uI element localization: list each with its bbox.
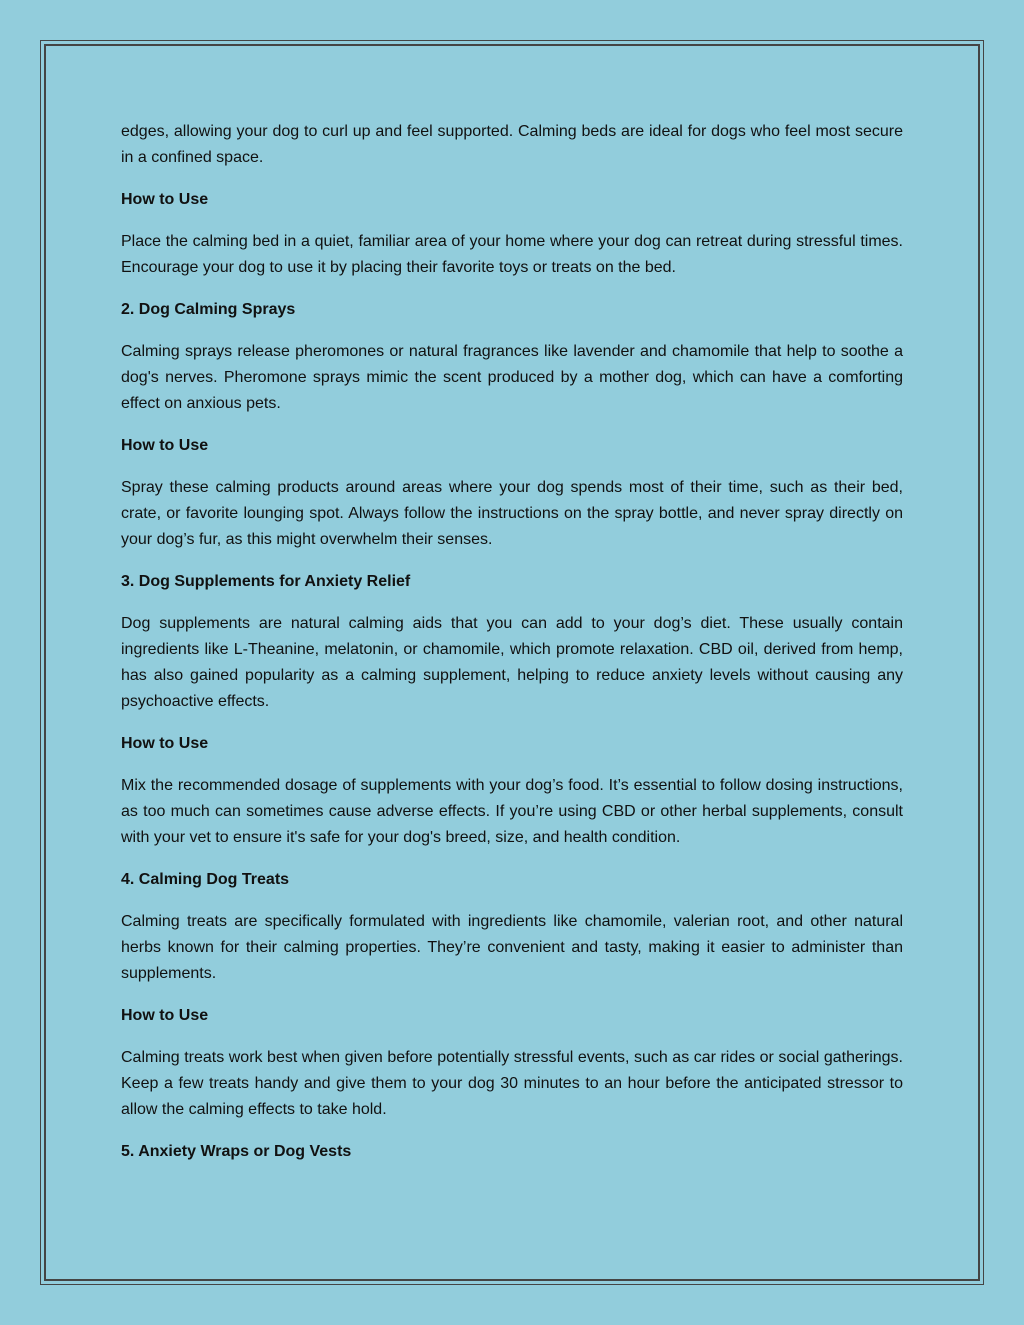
- paragraph-calming-sprays-usage: Spray these calming products around areas where your dog spends most of their time, such as their bed, crate, or favorite lounging spot. Always follow the instructions on the spray bottle, and never spray directly on your dog’s fur, as this might overwhelm their senses.: [121, 479, 903, 548]
- heading-supplements: 3. Dog Supplements for Anxiety Relief: [121, 573, 411, 590]
- paragraph-calming-sprays: Calming sprays release pheromones or natural fragrances like lavender and chamomile that help to soothe a dog's nerves. Pheromone sprays mimic the scent produced by a mother dog, which can have a comforting effect on anxious pets.: [121, 343, 903, 412]
- heading-how-to-use-supplements: How to Use: [121, 735, 209, 752]
- heading-calming-sprays: 2. Dog Calming Sprays: [121, 301, 296, 318]
- heading-how-to-use-bed: How to Use: [121, 191, 209, 208]
- heading-calming-treats: 4. Calming Dog Treats: [121, 871, 290, 888]
- paragraph-supplements-usage: Mix the recommended dosage of supplements with your dog’s food. It’s essential to follow dosing instructions, as too much can sometimes cause adverse effects. If you’re using CBD or other herbal supplements, consult with your vet to ensure it's safe for your dog's breed, size, and health condition.: [121, 777, 903, 846]
- paragraph-calming-bed-intro: edges, allowing your dog to curl up and feel supported. Calming beds are ideal for dogs who feel most secure in a confined space.: [121, 123, 903, 166]
- paragraph-calming-treats-usage: Calming treats work best when given before potentially stressful events, such as car rides or social gatherings. Keep a few treats handy and give them to your dog 30 minutes to an hour before the anticipated stressor to allow the calming effects to take hold.: [121, 1049, 903, 1118]
- paragraph-calming-treats: Calming treats are specifically formulated with ingredients like chamomile, valerian root, and other natural herbs known for their calming properties. They’re convenient and tasty, making it easier to administer than supplements.: [121, 913, 903, 982]
- heading-how-to-use-treats: How to Use: [121, 1007, 209, 1024]
- paragraph-calming-bed-usage: Place the calming bed in a quiet, familiar area of your home where your dog can retreat during stressful times. Encourage your dog to use it by placing their favorite toys or treats on the bed.: [121, 233, 903, 276]
- document-body: [121, 119, 903, 1181]
- heading-how-to-use-sprays: How to Use: [121, 437, 209, 454]
- heading-anxiety-wraps: 5. Anxiety Wraps or Dog Vests: [121, 1143, 352, 1160]
- paragraph-supplements: Dog supplements are natural calming aids that you can add to your dog’s diet. These usually contain ingredients like L-Theanine, melatonin, or chamomile, which promote relaxation. CBD oil, derived from hemp, has also gained popularity as a calming supplement, helping to reduce anxiety levels without causing any psychoactive effects.: [121, 615, 903, 710]
